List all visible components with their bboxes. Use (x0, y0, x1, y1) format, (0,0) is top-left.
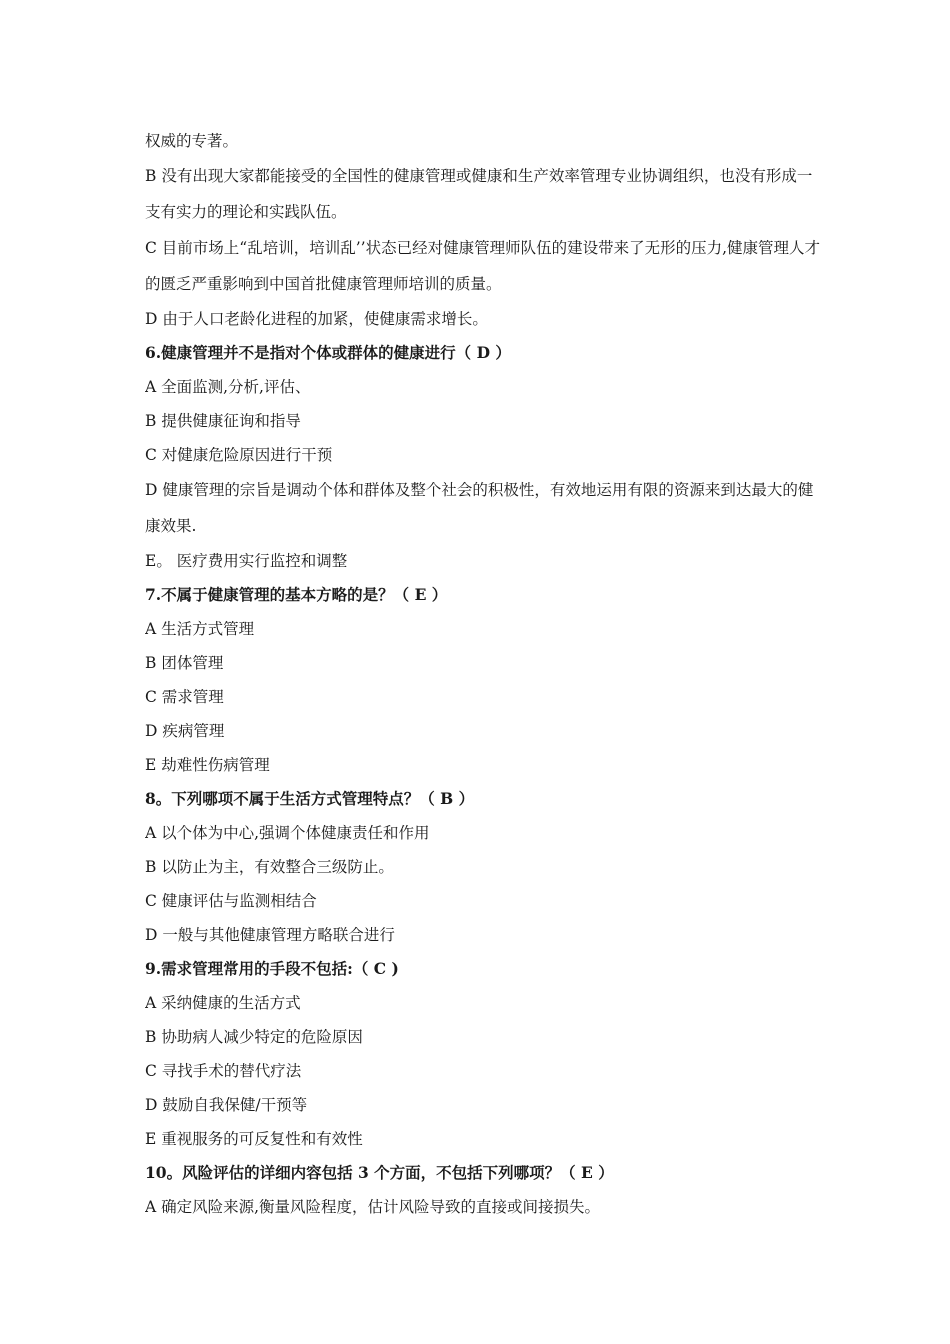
option-line: C 对健康危险原因进行干预 (145, 446, 333, 464)
option-line: E 重视服务的可反复性和有效性 (145, 1130, 363, 1148)
document-page (145, 124, 825, 1224)
paragraph-line: 权威的专著。 (145, 132, 239, 150)
option-line: C 寻找手术的替代疗法 (145, 1062, 302, 1080)
option-line: A 以个体为中心,强调个体健康责任和作用 (145, 824, 430, 842)
option-line: A 采纳健康的生活方式 (145, 994, 301, 1012)
question-heading: 7.不属于健康管理的基本方略的是？（ E ） (145, 585, 448, 604)
paragraph-line: C 目前市场上“乱培训，培训乱’’状态已经对健康管理师队伍的建设带来了无形的压力,健康管理人才的匮乏严重影响到中国首批健康管理师培训的质量。 (145, 239, 820, 293)
option-line: E 劫难性伤病管理 (145, 756, 270, 774)
option-line: A 全面监测,分析,评估、 (145, 378, 311, 396)
option-line: D 鼓励自我保健/干预等 (145, 1096, 308, 1114)
paragraph-line: B 没有出现大家都能接受的全国性的健康管理或健康和生产效率管理专业协调组织，也没有形成一支有实力的理论和实践队伍。 (145, 167, 813, 221)
question-heading: 9.需求管理常用的手段不包括:（ C ) (145, 959, 399, 978)
option-line: B 提供健康征询和指导 (145, 412, 301, 430)
option-line: E。 医疗费用实行监控和调整 (145, 552, 348, 570)
option-line: B 以防止为主，有效整合三级防止。 (145, 858, 394, 876)
option-line: D 健康管理的宗旨是调动个体和群体及整个社会的积极性，有效地运用有限的资源来到达最大的健康效果. (145, 481, 814, 535)
question-heading: 8。下列哪项不属于生活方式管理特点？（ B ） (145, 789, 475, 808)
option-line: C 健康评估与监测相结合 (145, 892, 317, 910)
option-line: C 需求管理 (145, 688, 224, 706)
option-line: A 确定风险来源,衡量风险程度，估计风险导致的直接或间接损失。 (145, 1198, 601, 1216)
question-heading: 6.健康管理并不是指对个体或群体的健康进行（ D ） (145, 343, 511, 362)
option-line: D 疾病管理 (145, 722, 225, 740)
option-line: B 协助病人减少特定的危险原因 (145, 1028, 363, 1046)
option-line: B 团体管理 (145, 654, 224, 672)
paragraph-line: D 由于人口老龄化进程的加紧，使健康需求增长。 (145, 310, 488, 328)
option-line: D 一般与其他健康管理方略联合进行 (145, 926, 395, 944)
option-line: A 生活方式管理 (145, 620, 255, 638)
question-heading: 10。风险评估的详细内容包括 3 个方面，不包括下列哪项？（ E ） (145, 1163, 614, 1182)
